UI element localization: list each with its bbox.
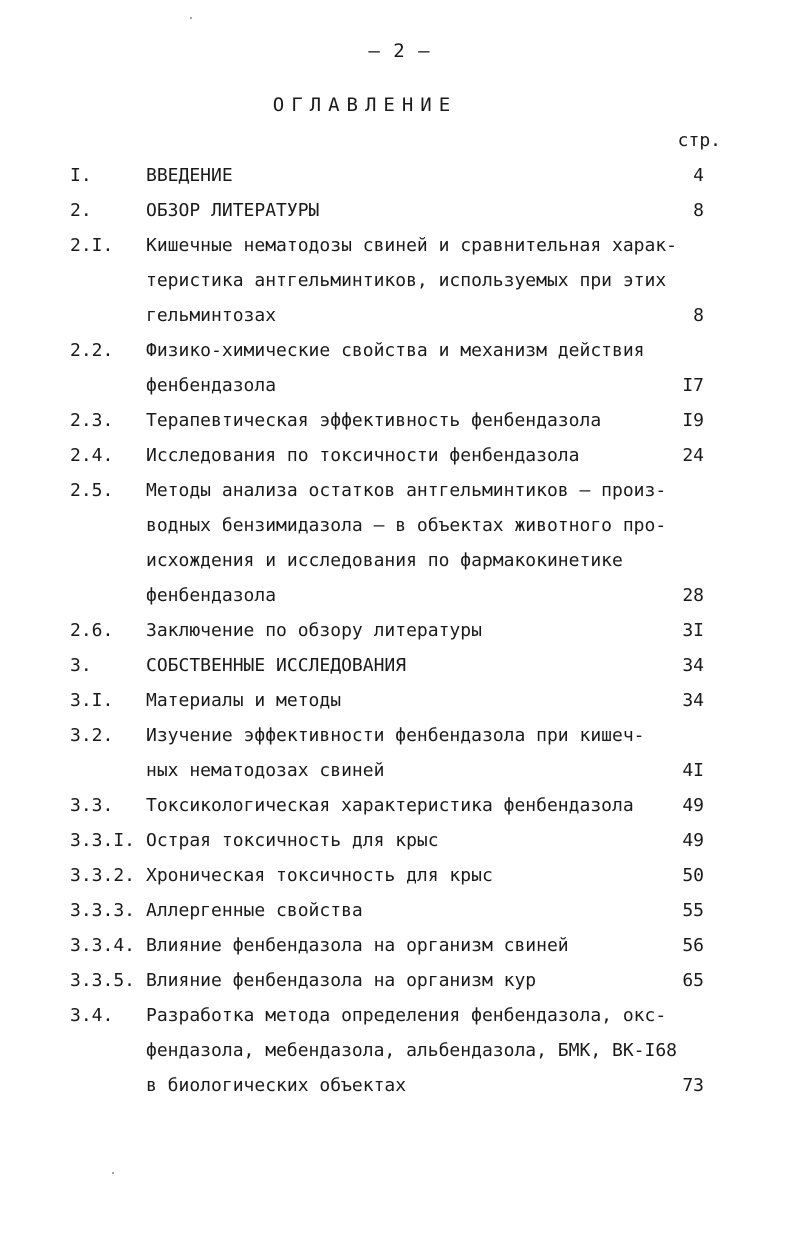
toc-entry-number: 3.2. bbox=[70, 725, 114, 746]
toc-entry bbox=[70, 193, 720, 228]
toc-entry-title-line: Исследования по токсичности фенбендазола bbox=[146, 445, 580, 466]
toc-entry bbox=[70, 158, 720, 193]
toc-entry-title-line: Кишечные нематодозы свиней и сравнительная харак- bbox=[146, 235, 678, 256]
toc-entry-title-line: в биологических объектах bbox=[146, 1075, 407, 1096]
toc-entry-title-line: Токсикологическая характеристика фенбендазола bbox=[146, 795, 634, 816]
toc-entry-number: 3.3.3. bbox=[70, 900, 136, 921]
scan-speck bbox=[190, 17, 192, 19]
toc-entry-number: 3.4. bbox=[70, 1005, 114, 1026]
toc-entry bbox=[70, 228, 720, 333]
toc-entry bbox=[70, 788, 720, 823]
toc-entry-title-line: Влияние фенбендазола на организм свиней bbox=[146, 935, 569, 956]
toc-entry-title bbox=[146, 893, 674, 928]
toc-entry-title-line: водных бензимидазола – в объектах животного про- bbox=[146, 515, 667, 536]
toc-entry-page: 24 bbox=[682, 445, 704, 466]
toc-entry-title bbox=[146, 718, 674, 788]
toc-entry bbox=[70, 893, 720, 928]
toc-entry-title-line: теристика антгельминтиков, используемых при этих bbox=[146, 270, 667, 291]
toc-entry bbox=[70, 648, 720, 683]
toc-entry-number: 3.3.5. bbox=[70, 970, 136, 991]
toc-entry-page: 8 bbox=[693, 305, 704, 326]
toc-entry-page: 4 bbox=[693, 165, 704, 186]
toc-entry-title-line: Острая токсичность для крыс bbox=[146, 830, 439, 851]
toc-entry bbox=[70, 823, 720, 858]
toc-entry bbox=[70, 683, 720, 718]
toc-entry-page: 34 bbox=[682, 655, 704, 676]
toc-entry-title bbox=[146, 928, 674, 963]
toc-entry-page: 8 bbox=[693, 200, 704, 221]
toc-entry bbox=[70, 438, 720, 473]
toc-entry-page: 73 bbox=[682, 1075, 704, 1096]
toc-entry bbox=[70, 403, 720, 438]
toc-entry-number: 2.2. bbox=[70, 340, 114, 361]
toc-entry-number: 3. bbox=[70, 655, 92, 676]
toc-entry-page: 49 bbox=[682, 795, 704, 816]
toc-entry-title bbox=[146, 823, 674, 858]
toc-entry-title-line: Разработка метода определения фенбендазола, окс- bbox=[146, 1005, 667, 1026]
toc-entry-page: 34 bbox=[682, 690, 704, 711]
toc-entry-title bbox=[146, 473, 674, 613]
toc-entry-page: 3I bbox=[682, 620, 704, 641]
toc-entry-title-line: ных нематодозах свиней bbox=[146, 760, 385, 781]
toc-entry-title-line: фенбендазола bbox=[146, 375, 277, 396]
toc-entry-title bbox=[146, 613, 674, 648]
toc-entry bbox=[70, 963, 720, 998]
toc-entry-title-line: Терапевтическая эффективность фенбендазола bbox=[146, 410, 602, 431]
toc-entry-title-line: Заключение по обзору литературы bbox=[146, 620, 482, 641]
scan-speck bbox=[112, 1172, 114, 1174]
toc-entry-number: 3.3. bbox=[70, 795, 114, 816]
toc-entry-title bbox=[146, 228, 678, 333]
toc-entry-title-line: исхождения и исследования по фармакокинетике bbox=[146, 550, 623, 571]
toc-entry-title-line: Хроническая токсичность для крыс bbox=[146, 865, 493, 886]
toc-entry-title-line: фендазола, мебендазола, альбендазола, БМК, ВК-I68 bbox=[146, 1040, 678, 1061]
toc-entry-title-line: гельминтозах bbox=[146, 305, 277, 326]
toc-entry bbox=[70, 718, 720, 788]
toc-entry-title-line: Аллергенные свойства bbox=[146, 900, 363, 921]
toc-entry-title bbox=[146, 788, 674, 823]
toc-entry-page: 28 bbox=[682, 585, 704, 606]
toc-entry-title-line: фенбендазола bbox=[146, 585, 277, 606]
toc-entry-title-line: ОБЗОР ЛИТЕРАТУРЫ bbox=[146, 200, 320, 221]
toc-entry-number: 2.6. bbox=[70, 620, 114, 641]
toc-entry-title bbox=[146, 193, 674, 228]
toc-entry bbox=[70, 858, 720, 893]
page-column-label: стр. bbox=[677, 130, 721, 151]
toc-entry-title bbox=[146, 998, 678, 1103]
toc-entry-page: I9 bbox=[682, 410, 704, 431]
toc-entry-title-line: Влияние фенбендазола на организм кур bbox=[146, 970, 537, 991]
toc-entry-title bbox=[146, 333, 674, 403]
toc-entry-title-line: СОБСТВЕННЫЕ ИССЛЕДОВАНИЯ bbox=[146, 655, 407, 676]
toc-entry-number: 2. bbox=[70, 200, 92, 221]
toc-entry-number: 3.I. bbox=[70, 690, 114, 711]
toc-entry-page: 56 bbox=[682, 935, 704, 956]
toc-entry-title bbox=[146, 963, 674, 998]
toc-entry-number: 2.I. bbox=[70, 235, 114, 256]
table-of-contents bbox=[70, 158, 720, 1103]
toc-entry-number: 3.3.I. bbox=[70, 830, 136, 851]
toc-entry bbox=[70, 613, 720, 648]
toc-entry-page: 65 bbox=[682, 970, 704, 991]
toc-entry-title-line: Физико-химические свойства и механизм действия bbox=[146, 340, 645, 361]
toc-entry-number: 3.3.2. bbox=[70, 865, 136, 886]
toc-entry-number: 2.4. bbox=[70, 445, 114, 466]
toc-entry-number: 3.3.4. bbox=[70, 935, 136, 956]
toc-entry-title bbox=[146, 403, 674, 438]
toc-entry-title bbox=[146, 683, 674, 718]
toc-entry-title-line: Изучение эффективности фенбендазола при кишеч- bbox=[146, 725, 645, 746]
toc-entry-title bbox=[146, 438, 674, 473]
toc-entry-page: 49 bbox=[682, 830, 704, 851]
toc-entry bbox=[70, 928, 720, 963]
toc-entry-title-line: ВВЕДЕНИЕ bbox=[146, 165, 233, 186]
toc-entry-title bbox=[146, 858, 674, 893]
toc-entry-title bbox=[146, 648, 674, 683]
page-title: ОГЛАВЛЕНИЕ bbox=[272, 94, 458, 116]
toc-entry bbox=[70, 473, 720, 613]
toc-entry-number: 2.3. bbox=[70, 410, 114, 431]
toc-entry-page: 55 bbox=[682, 900, 704, 921]
page-number: – 2 – bbox=[368, 40, 431, 62]
toc-entry-title-line: Материалы и методы bbox=[146, 690, 342, 711]
toc-entry-title bbox=[146, 158, 674, 193]
toc-entry-page: 50 bbox=[682, 865, 704, 886]
toc-entry-title-line: Методы анализа остатков антгельминтиков – произ- bbox=[146, 480, 667, 501]
toc-entry bbox=[70, 333, 720, 403]
toc-entry bbox=[70, 998, 720, 1103]
toc-entry-number: 2.5. bbox=[70, 480, 114, 501]
toc-entry-number: I. bbox=[70, 165, 92, 186]
toc-entry-page: I7 bbox=[682, 375, 704, 396]
toc-entry-page: 4I bbox=[682, 760, 704, 781]
